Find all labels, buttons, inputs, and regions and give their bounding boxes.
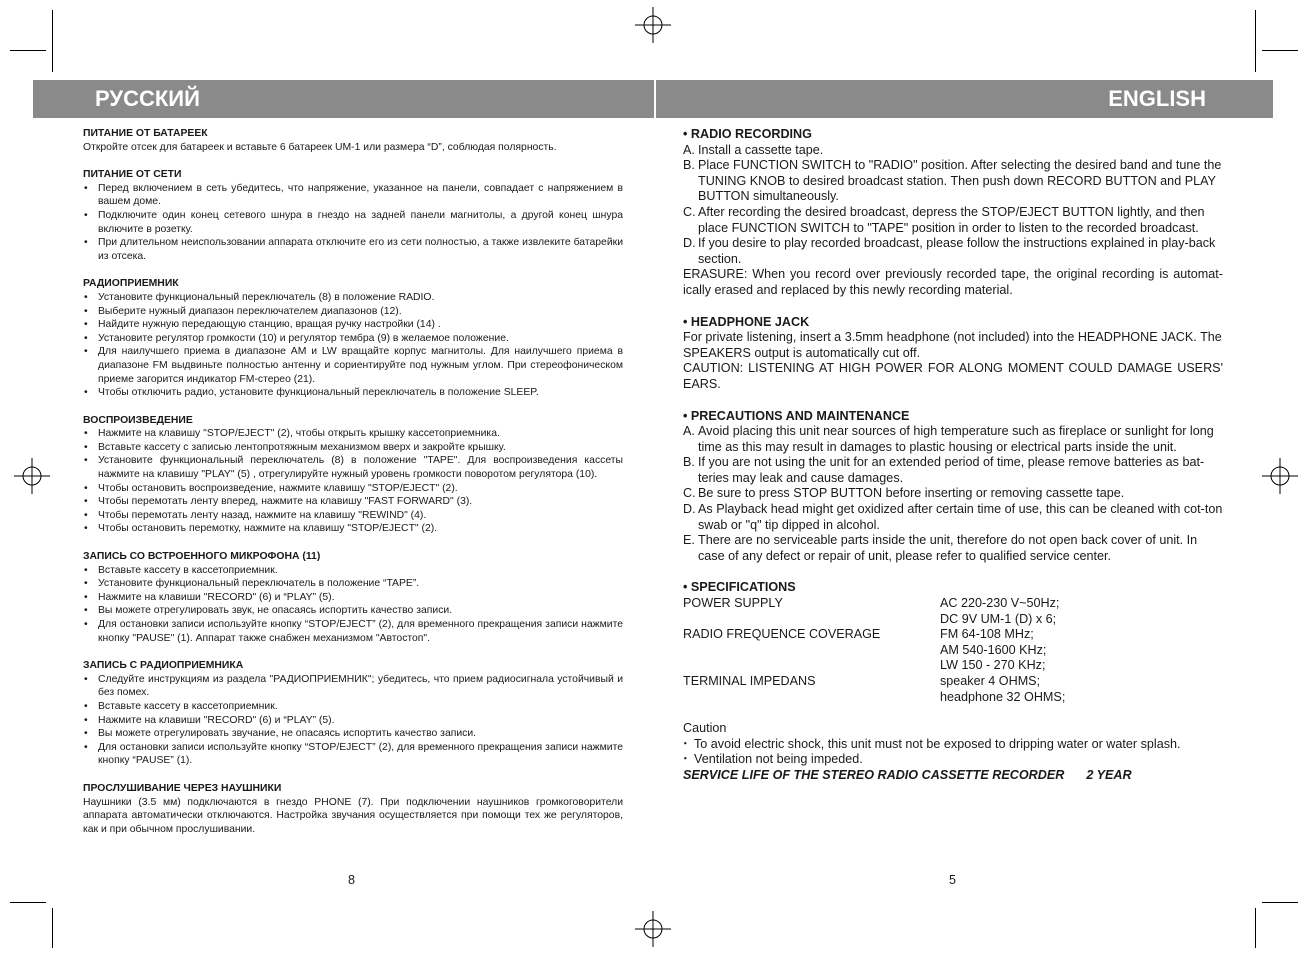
list-item: • Чтобы остановить перемотку, нажмите на клавишу "STOP/EJECT" (2). xyxy=(83,522,623,536)
spec-row xyxy=(683,612,1223,628)
ru-list-mic-record xyxy=(83,564,623,646)
list-item: • Для остановки записи используйте кнопку “STOP/EJECT” (2), для временного прекращения записи нажмите кнопку "PAUSE" (1). Аппарат также снабжен механизмом "Автостоп". xyxy=(83,618,623,645)
list-item xyxy=(683,158,1223,205)
list-item xyxy=(683,486,1223,502)
item-text: If you are not using the unit for an extended period of time, please remove batteries as bat-teries may leak and cause damages. xyxy=(698,455,1205,485)
list-item: • Чтобы отключить радио, установите функциональный переключатель в положение SLEEP. xyxy=(83,386,623,400)
paragraph: Наушники (3.5 мм) подключаются в гнездо PHONE (7). При подключении наушников громкоговорители аппарата автоматически отключаются. Настройка звучания осуществляется при помощи тех же регуляторов, как и при обычном прослушивании. xyxy=(83,796,623,835)
item-text: As Playback head might get oxidized after certain time of use, this can be cleaned with cot-ton swab or "q" tip dipped in alcohol. xyxy=(698,502,1223,532)
page-number-right: 5 xyxy=(949,873,957,887)
ru-section-headphones xyxy=(83,782,623,836)
list-item: • Чтобы перемотать ленту назад, нажмите на клавишу "REWIND" (4). xyxy=(83,509,623,523)
en-section-caution xyxy=(683,721,1223,768)
list-item: • Установите функциональный переключатель в положение “TAPE”. xyxy=(83,577,623,591)
erasure-note: ERASURE: When you record over previously recorded tape, the original recording is automat-ically erased and replaced by this newly recording material. xyxy=(683,267,1223,297)
paragraph: Откройте отсек для батареек и вставьте 6 батареек UM-1 или размера “D”, соблюдая полярность. xyxy=(83,141,557,153)
item-letter: A. xyxy=(683,424,695,439)
item-text: There are no serviceable parts inside the unit, therefore do not open back cover of unit. In case of any defect or repair of unit, please refer to qualified service center. xyxy=(698,533,1198,563)
list-item: • Следуйте инструкциям из раздела "РАДИОПРИЕМНИК"; убедитесь, что прием радиосигнала устойчивый и без помех. xyxy=(83,673,623,700)
list-item: • Вы можете отрегулировать звук, не опасаясь испортить качество записи. xyxy=(83,604,623,618)
list-item: • Подключите один конец сетевого шнура в гнездо на задней панели магнитолы, а другой конец шнура включите в розетку. xyxy=(83,209,623,236)
list-item: • Выберите нужный диапазон переключателем диапазонов (12). xyxy=(83,305,623,319)
spec-value: AC 220-230 V~50Hz; xyxy=(940,596,1060,611)
section-title: • HEADPHONE JACK xyxy=(683,314,810,329)
list-item: • Вы можете отрегулировать звучание, не опасаясь испортить качество записи. xyxy=(83,727,623,741)
caution-title: Caution xyxy=(683,721,727,736)
russian-title: РУССКИЙ xyxy=(95,86,200,111)
list-item: • Вставьте кассету с записью лентопротяжным механизмом вверх и закройте крышку. xyxy=(83,441,623,455)
item-letter: C. xyxy=(683,204,696,219)
spec-key xyxy=(683,690,940,706)
list-item: • Нажмите на клавиши "RECORD" (6) и “PLAY” (5). xyxy=(83,591,623,605)
ru-list-playback xyxy=(83,427,623,536)
item-text: After recording the desired broadcast, depress the STOP/EJECT BUTTON lightly, and then place FUNCTION SWITCH to "TAPE" position in order to listen to the recorded broadcast. xyxy=(698,204,1205,235)
item-letter: D. xyxy=(683,236,696,251)
list-item: • Найдите нужную передающую станцию, вращая ручку настройки (14) . xyxy=(83,318,623,332)
crop-mark xyxy=(10,50,46,51)
item-letter: B. xyxy=(683,158,695,173)
english-header-band xyxy=(656,80,1273,118)
spec-row xyxy=(683,627,1223,643)
spec-value: FM 64-108 MHz; xyxy=(940,627,1034,642)
english-title: ENGLISH xyxy=(1108,86,1206,111)
service-life-label: SERVICE LIFE OF THE STEREO RADIO CASSETTE RECORDER xyxy=(683,767,1065,782)
list-item xyxy=(683,143,1223,159)
spec-row xyxy=(683,643,1223,659)
section-title: ЗАПИСЬ СО ВСТРОЕННОГО МИКРОФОНА (11) xyxy=(83,551,321,563)
crop-mark xyxy=(52,908,53,948)
spec-value: AM 540-1600 KHz; xyxy=(940,642,1047,657)
item-letter: B. xyxy=(683,455,695,470)
list-item: • Чтобы остановить воспроизведение, нажмите клавишу "STOP/EJECT" (2). xyxy=(83,482,623,496)
crop-mark xyxy=(1262,902,1298,903)
item-letter: A. xyxy=(683,142,695,157)
list-item: • Вставьте кассету в кассетоприемник. xyxy=(83,564,623,578)
section-title: РАДИОПРИЕМНИК xyxy=(83,278,179,290)
registration-mark-icon xyxy=(635,911,671,947)
list-item xyxy=(683,424,1223,455)
ru-list-radio xyxy=(83,291,623,400)
section-title: ВОСПРОИЗВЕДЕНИЕ xyxy=(83,414,193,426)
list-item xyxy=(683,533,1223,564)
section-title: ПИТАНИЕ ОТ БАТАРЕЕК xyxy=(83,128,208,139)
spec-key: TERMINAL IMPEDANS xyxy=(683,674,816,688)
item-text: Be sure to press STOP BUTTON before inserting or removing cassette tape. xyxy=(698,486,1125,501)
spec-row xyxy=(683,690,1223,706)
list-item: • Нажмите на клавиши "RECORD" (6) и “PLAY” (5). xyxy=(83,714,623,728)
list-item: • Установите функциональный переключатель (8) в положение RADIO. xyxy=(83,291,623,305)
en-section-radio-recording xyxy=(683,127,1223,299)
registration-mark-icon xyxy=(1262,458,1298,494)
list-item: • Для наилучшего приема в диапазоне AM и LW вращайте корпус магнитолы. Для наилучшего приема в диапазоне FM выдвиньте полностью антенну и сориентируйте под нужным углом. При стереофоническом приеме загорится индикатор FM-стерео (21). xyxy=(83,345,623,386)
section-title: • RADIO RECORDING xyxy=(683,127,812,141)
spec-value: LW 150 - 270 KHz; xyxy=(940,658,1046,673)
list-item: • Установите функциональный переключатель (8) в положение "TAPE". Для воспроизведения кассеты нажмите на клавишу "PLAY" (5) , отрегулируйте нужный уровень громкости поворотом регулятора (10). xyxy=(83,454,623,481)
service-life-value: 2 YEAR xyxy=(1086,767,1132,782)
list-item xyxy=(683,455,1223,486)
spec-value: headphone 32 OHMS; xyxy=(940,689,1066,704)
item-letter: E. xyxy=(683,533,695,548)
lettered-list xyxy=(683,424,1223,564)
spec-key: POWER SUPPLY xyxy=(683,596,783,611)
crop-mark xyxy=(1262,50,1298,51)
page-number-left: 8 xyxy=(348,873,356,887)
list-item xyxy=(683,502,1223,533)
item-text: Install a cassette tape. xyxy=(698,142,824,157)
registration-mark-icon xyxy=(14,458,50,494)
list-item xyxy=(683,236,1223,267)
section-title: ЗАПИСЬ С РАДИОПРИЕМНИКА xyxy=(83,660,244,672)
item-text: Place FUNCTION SWITCH to "RADIO" position. After selecting the desired band and tune the TUNING KNOB to desired broadcast station. Then push down RECORD BUTTON and PLAY BUTTON simultaneously. xyxy=(698,158,1222,204)
spec-value: DC 9V UM-1 (D) x 6; xyxy=(940,611,1057,626)
list-item: ・ To avoid electric shock, this unit must not be exposed to dripping water or water splash. xyxy=(683,737,1223,753)
en-section-headphone-jack xyxy=(683,315,1223,393)
en-section-specifications xyxy=(683,580,1223,705)
spec-value: speaker 4 OHMS; xyxy=(940,674,1041,688)
item-text: Avoid placing this unit near sources of high temperature such as fireplace or sunlight for long time as this may result in damages to plastic housing or electrical parts inside the unit. xyxy=(698,424,1214,454)
caution-note: CAUTION: LISTENING AT HIGH POWER FOR ALONG MOMENT COULD DAMAGE USERS' EARS. xyxy=(683,361,1223,391)
ru-list-radio-record xyxy=(83,673,623,768)
crop-mark xyxy=(52,10,53,72)
list-item: • Нажмите на клавишу "STOP/EJECT" (2), чтобы открыть крышку кассетоприемника. xyxy=(83,427,623,441)
spec-row xyxy=(683,674,1223,690)
section-title: ПИТАНИЕ ОТ СЕТИ xyxy=(83,169,182,181)
list-item: ・ Ventilation not being impeded. xyxy=(683,752,1223,768)
item-letter: C. xyxy=(683,486,696,501)
item-text: If you desire to play recorded broadcast, please follow the instructions explained in play-back section. xyxy=(698,236,1216,266)
list-item: • Установите регулятор громкости (10) и регулятор тембра (9) в желаемое положение. xyxy=(83,332,623,346)
crop-mark xyxy=(1255,908,1256,948)
list-item: • Вставьте кассету в кассетоприемник. xyxy=(83,700,623,714)
list-item: • При длительном неиспользовании аппарата отключите его из сети полностью, а также извлеките батарейки из отсека. xyxy=(83,236,623,263)
ru-list-mains xyxy=(83,182,623,264)
list-item: • Чтобы перемотать ленту вперед, нажмите на клавишу "FAST FORWARD" (3). xyxy=(83,495,623,509)
caution-list xyxy=(683,737,1223,768)
spec-key xyxy=(683,643,940,659)
russian-column xyxy=(83,127,623,836)
list-item xyxy=(683,205,1223,236)
item-letter: D. xyxy=(683,502,696,517)
spec-row xyxy=(683,596,1223,612)
section-title: • SPECIFICATIONS xyxy=(683,580,796,595)
en-section-precautions xyxy=(683,409,1223,565)
lettered-list xyxy=(683,143,1223,268)
paragraph: For private listening, insert a 3.5mm headphone (not included) into the HEADPHONE JACK. The SPEAKERS output is automatically cut off. xyxy=(683,330,1222,360)
english-column xyxy=(683,127,1223,784)
crop-mark xyxy=(10,902,46,903)
service-life xyxy=(683,768,1223,784)
russian-header-band xyxy=(33,80,654,118)
list-item: • Для остановки записи используйте кнопку “STOP/EJECT” (2), для временного прекращения записи нажмите кнопку “PAUSE” (1). xyxy=(83,741,623,768)
spec-key xyxy=(683,612,940,628)
ru-section-batteries xyxy=(83,127,623,154)
spec-key: RADIO FREQUENCE COVERAGE xyxy=(683,627,881,642)
spec-key xyxy=(683,658,940,674)
crop-mark xyxy=(1255,10,1256,72)
registration-mark-icon xyxy=(635,7,671,43)
section-title: • PRECAUTIONS AND MAINTENANCE xyxy=(683,408,910,423)
list-item: • Перед включением в сеть убедитесь, что напряжение, указанное на панели, совпадает с напряжением в вашем доме. xyxy=(83,182,623,209)
spec-row xyxy=(683,658,1223,674)
section-title: ПРОСЛУШИВАНИЕ ЧЕРЕЗ НАУШНИКИ xyxy=(83,782,282,794)
